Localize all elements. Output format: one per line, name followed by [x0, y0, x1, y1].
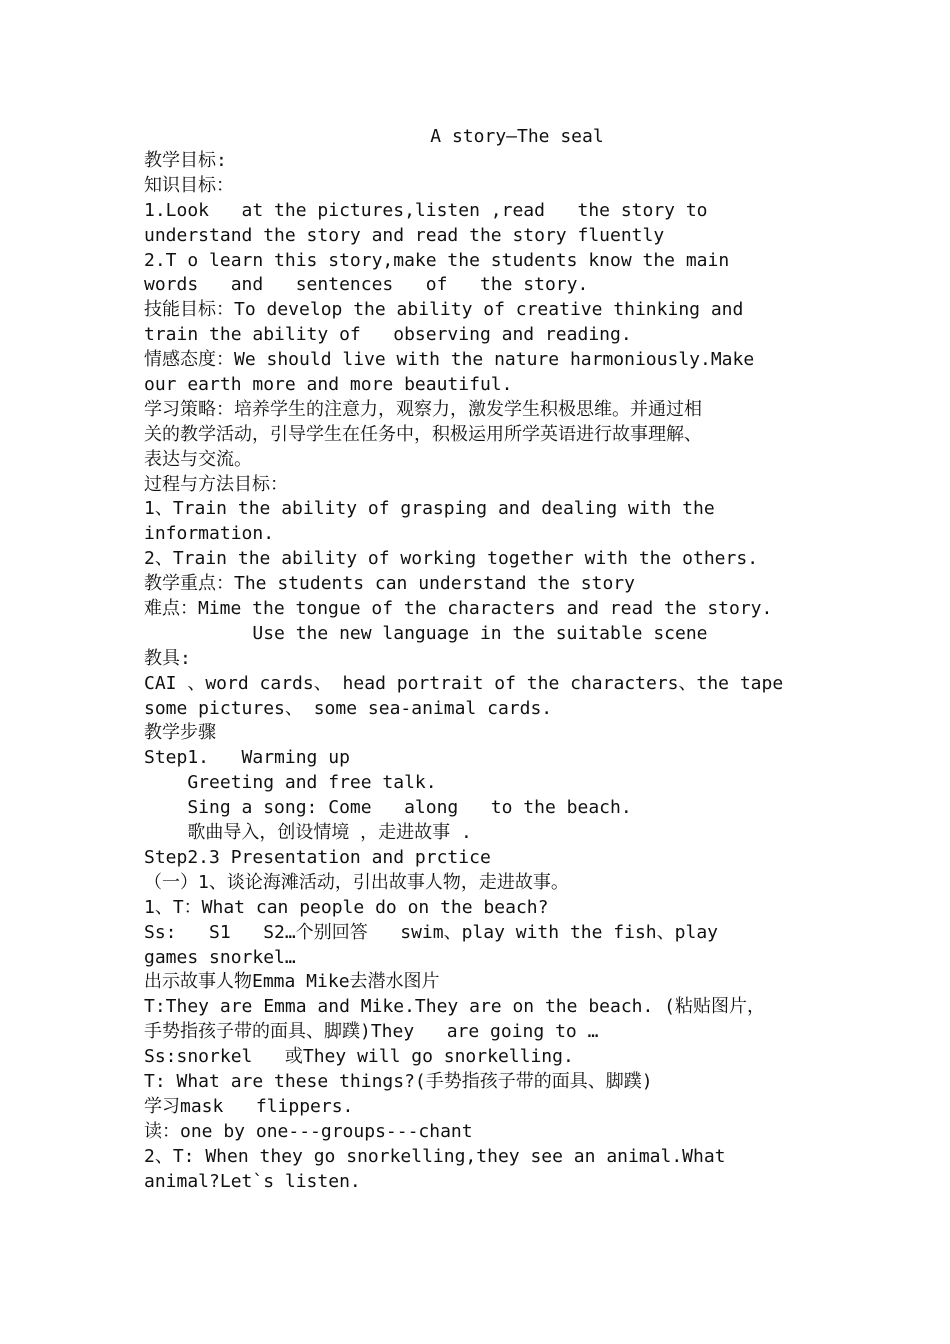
text-line: Step2.3 Presentation and prctice [144, 846, 491, 868]
text-line: 教具: [144, 647, 191, 669]
text-line: 学习策略：培养学生的注意力，观察力，激发学生积极思维。并通过相 [144, 398, 702, 420]
text-line: 知识目标： [144, 174, 234, 196]
text-line: 过程与方法目标： [144, 473, 288, 495]
text-line: 难点：Mime the tongue of the characters and read the story. [144, 598, 773, 620]
text-line: understand the story and read the story fluently [144, 224, 665, 246]
text-line: animal?Let`s listen. [144, 1170, 361, 1192]
text-line: Ss: S1 S2…个别回答 swim、play with the fish、play [144, 921, 718, 943]
text-line: 教学步骤 [144, 722, 216, 744]
text-line: 2.T o learn this story,make the students know the main [144, 249, 730, 271]
document-body [144, 149, 824, 1194]
text-line: T:They are Emma and Mike.They are on the beach. (粘贴图片， [144, 996, 766, 1018]
text-line: 1、Train the ability of grasping and dealing with the [144, 498, 715, 520]
text-line: T: What are these things?(手势指孩子带的面具、脚蹼) [144, 1070, 653, 1092]
text-line: 读：one by one---groups---chant [144, 1120, 473, 1142]
text-line: Ss:snorkel 或They will go snorkelling. [144, 1046, 574, 1068]
text-line: 情感态度：We should live with the nature harmoniously.Make [144, 349, 755, 371]
text-line: （一）1、谈论海滩活动，引出故事人物，走进故事。 [144, 871, 569, 893]
text-line: 技能目标：To develop the ability of creative thinking and [144, 299, 744, 321]
text-line: some pictures、 some sea-animal cards. [144, 697, 553, 719]
text-line: Greeting and free talk. [144, 772, 437, 794]
text-line: 歌曲导入，创设情境 ，走进故事 . [144, 822, 472, 844]
text-line: Step1. Warming up [144, 747, 350, 769]
text-line: 关的教学活动，引导学生在任务中，积极运用所学英语进行故事理解、 [144, 423, 702, 445]
text-line: 学习mask flippers. [144, 1095, 354, 1117]
text-line: 手势指孩子带的面具、脚蹼)They are going to … [144, 1021, 599, 1043]
text-line: 2、Train the ability of working together with the others. [144, 548, 759, 570]
text-line: 出示故事人物Emma Mike去潜水图片 [144, 971, 440, 993]
text-line: words and sentences of the story. [144, 274, 589, 296]
text-line: 1.Look at the pictures,listen ,read the story to [144, 199, 708, 221]
text-line: CAI 、word cards、 head portrait of the characters、the tape [144, 672, 784, 694]
text-line: 教学重点：The students can understand the story [144, 573, 635, 595]
text-line: 教学目标: [144, 150, 227, 171]
text-line: information. [144, 523, 275, 545]
text-line: games snorkel… [144, 946, 296, 968]
text-line: 表达与交流。 [144, 448, 252, 470]
text-line: 2、T: When they go snorkelling,they see an animal.What [144, 1145, 726, 1167]
text-line: Sing a song: Come along to the beach. [144, 797, 632, 819]
text-line: Use the new language in the suitable scene [144, 622, 708, 644]
document-title: A story—The seal [430, 126, 604, 147]
text-line: train the ability of observing and reading. [144, 324, 632, 346]
text-line: 1、T：What can people do on the beach? [144, 896, 549, 918]
text-line: our earth more and more beautiful. [144, 374, 513, 396]
